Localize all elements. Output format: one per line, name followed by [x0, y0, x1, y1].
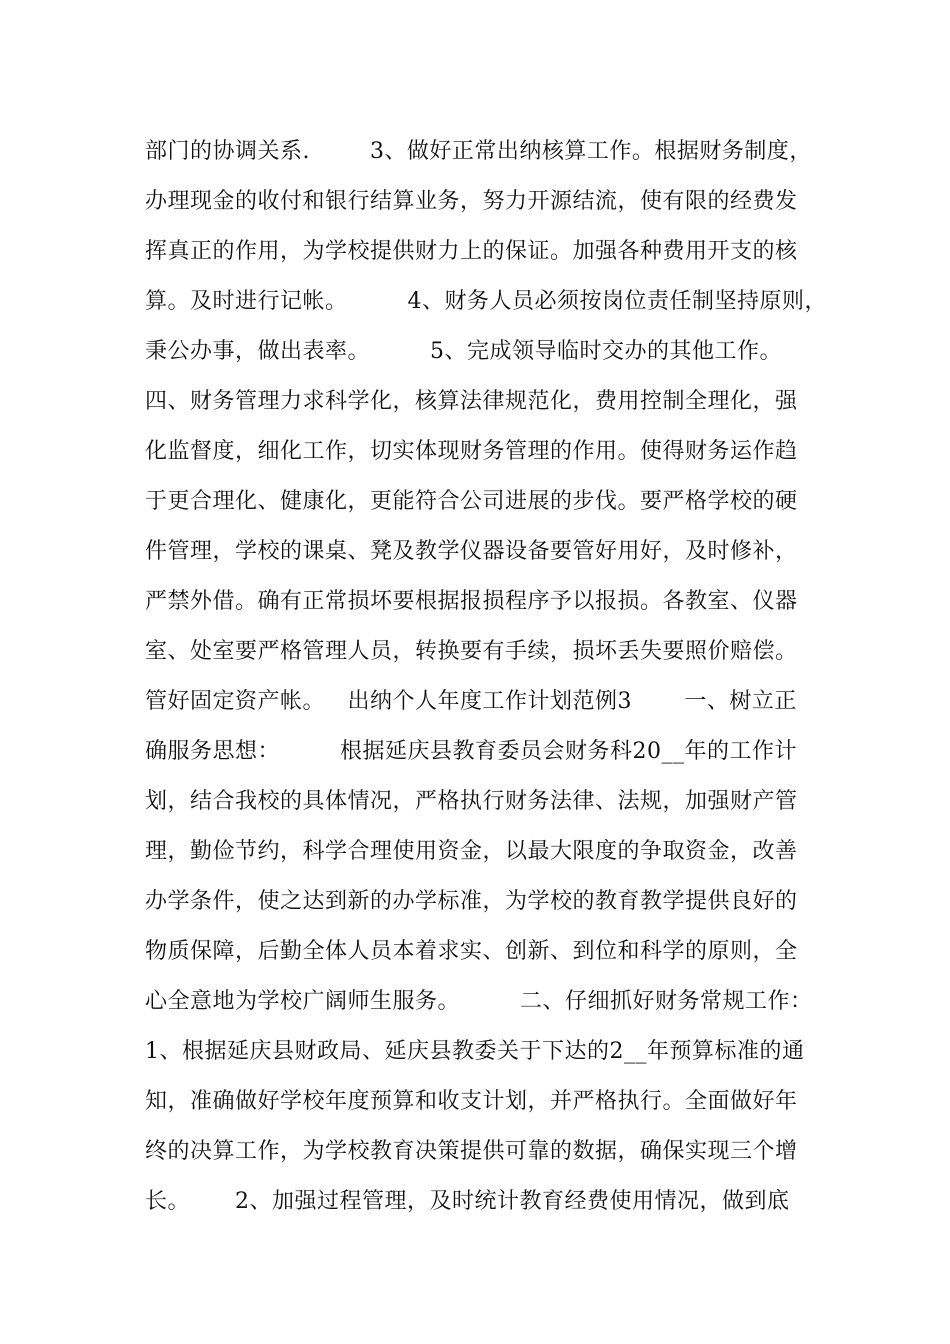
text-line: 1、根据延庆县财政局、延庆县教委关于下达的2__年预算标准的通	[145, 1039, 805, 1064]
text-line: 确服务思想： 根据延庆县教育委员会财务科20__年的工作计	[145, 739, 797, 764]
document-body	[145, 127, 827, 1227]
text-line: 办理现金的收付和银行结算业务，努力开源结流，使有限的经费发	[145, 189, 798, 214]
text-line: 严禁外借。确有正常损坏要根据报损程序予以报损。各教室、仪器	[145, 589, 798, 614]
text-line: 理，勤俭节约，科学合理使用资金，以最大限度的争取资金，改善	[145, 839, 798, 864]
text-line: 划，结合我校的具体情况，严格执行财务法律、法规，加强财产管	[145, 789, 798, 814]
text-line: 管好固定资产帐。 出纳个人年度工作计划范例3 一、树立正	[145, 689, 797, 714]
text-line: 办学条件，使之达到新的办学标准，为学校的教育教学提供良好的	[145, 889, 798, 914]
text-line: 件管理，学校的课桌、凳及教学仪器设备要管好用好，及时修补，	[145, 539, 798, 564]
text-line: 知，准确做好学校年度预算和收支计划，并严格执行。全面做好年	[145, 1089, 798, 1114]
text-line: 于更合理化、健康化，更能符合公司进展的步伐。要严格学校的硬	[145, 489, 798, 514]
text-line: 四、财务管理力求科学化，核算法律规范化，费用控制全理化，强	[145, 389, 798, 414]
text-line: 秉公办事，做出表率。 5、完成领导临时交办的其他工作。	[145, 339, 782, 364]
text-line: 物质保障，后勤全体人员本着求实、创新、到位和科学的原则，全	[145, 939, 798, 964]
text-line: 长。 2、加强过程管理，及时统计教育经费使用情况，做到底	[145, 1189, 790, 1214]
text-line: 室、处室要严格管理人员，转换要有手续，损坏丢失要照价赔偿。	[145, 639, 798, 664]
text-line: 化监督度，细化工作，切实体现财务管理的作用。使得财务运作趋	[145, 439, 798, 464]
text-line: 挥真正的作用，为学校提供财力上的保证。加强各种费用开支的核	[145, 239, 798, 264]
text-line: 心全意地为学校广阔师生服务。 二、仔细抓好财务常规工作：	[145, 989, 813, 1014]
text-line: 终的决算工作，为学校教育决策提供可靠的数据，确保实现三个增	[145, 1139, 798, 1164]
text-line: 算。及时进行记帐。 4、财务人员必须按岗位责任制坚持原则，	[145, 289, 827, 314]
text-line: 部门的协调关系. 3、做好正常出纳核算工作。根据财务制度，	[145, 139, 812, 164]
